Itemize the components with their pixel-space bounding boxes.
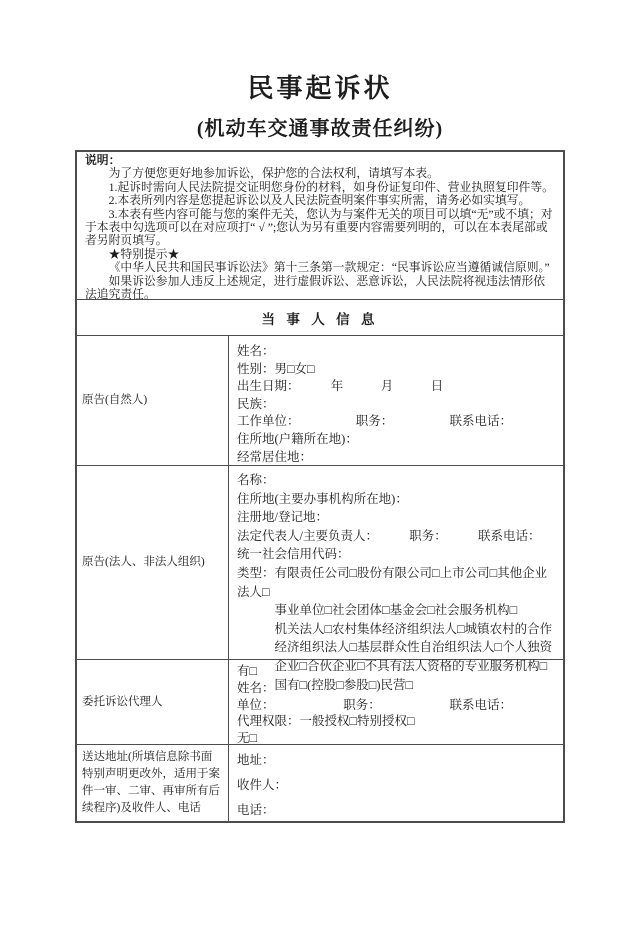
field-org-type-checkboxes: 事业单位□社会团体□基金会□社会服务机构□ — [274, 603, 518, 618]
complaint-form-table — [75, 150, 565, 823]
field-registered-address: 注册地/登记地： — [237, 510, 328, 525]
field-agent-employer-title-phone: 单位： 职务： 联系电话： — [237, 697, 513, 712]
field-org-name: 名称： — [237, 473, 275, 487]
field-phone: 电话： — [237, 803, 275, 817]
field-domicile: 住所地(户籍所在地)： — [237, 431, 358, 446]
row-label-plaintiff-legal-person: 原告(法人、非法人组织) — [77, 466, 229, 659]
field-habitual-residence: 经常居住地： — [237, 449, 313, 464]
special-notice-heading: ★特别提示★ — [108, 246, 180, 261]
field-recipient: 收件人： — [237, 778, 288, 792]
field-birthdate: 出生日期： 年 月 日 — [237, 379, 444, 394]
instructions-paragraph: 1.起诉时需向人民法院提交证明您身份的材料，如身份证复印件、营业执照复印件等。 — [108, 179, 554, 194]
row-litigation-agent — [77, 659, 563, 744]
document-subtitle: (机动车交通事故责任纠纷) — [196, 118, 444, 140]
field-gender-checkboxes: 性别：男□女□ — [237, 361, 315, 376]
row-content-service-address — [229, 745, 563, 821]
field-agent-no-checkbox: 无□ — [237, 731, 258, 746]
row-label-plaintiff-natural-person: 原告(自然人) — [77, 336, 229, 465]
field-credit-code: 统一社会信用代码： — [237, 547, 350, 562]
field-name: 姓名： — [237, 344, 275, 358]
instructions-paragraph: 如果诉讼参加人违反上述规定，进行虚假诉讼、恶意诉讼，人民法院将视违法情形依法追究责任。 — [85, 273, 546, 302]
instructions-paragraph: 为了方便您更好地参加诉讼，保护您的合法权利，请填写本表。 — [108, 166, 439, 181]
instructions-paragraph: 2.本表所列内容是您提起诉讼以及人民法院查明案件事实所需，请务必如实填写。 — [108, 193, 531, 208]
field-org-type-checkboxes: 机关法人□农村集体经济组织法人□城镇农村的合作经济组织法人□基层群众性自治组织法人□个人独资企业□合伙企业□不具有法人资格的专业服务机构□ 国有□(控股□参股□)民营□ — [274, 621, 553, 692]
field-agent-yes-checkbox: 有□ — [237, 664, 258, 678]
row-plaintiff-natural-person — [77, 335, 563, 465]
field-ethnicity: 民族： — [237, 396, 275, 411]
field-agent-authority-checkboxes: 代理权限：一般授权□特别授权□ — [237, 714, 415, 729]
row-content-plaintiff-natural-person — [229, 336, 563, 465]
instructions-heading: 说明： — [85, 153, 121, 167]
instructions-paragraph: 《中华人民共和国民事诉讼法》第十三条第一款规定：“民事诉讼应当遵循诚信原则。” — [108, 260, 550, 275]
row-label-service-address: 送达地址(所填信息除书面特别声明更改外，适用于案件一审、二审、再审所有后续程序)及收件人、电话 — [77, 745, 229, 821]
row-service-address — [77, 744, 563, 821]
instructions-section — [77, 152, 563, 302]
row-content-litigation-agent — [229, 660, 563, 744]
field-legal-representative: 法定代表人/主要负责人： 职务： 联系电话： — [237, 528, 541, 543]
row-label-litigation-agent: 委托诉讼代理人 — [77, 660, 229, 744]
party-info-section-header — [77, 299, 563, 335]
field-org-type-checkboxes: 类型：有限责任公司□股份有限公司□上市公司□其他企业法人□ — [237, 565, 548, 599]
party-info-header-text: 当 事 人 信 息 — [261, 311, 379, 327]
document-title: 民事起诉状 — [247, 74, 393, 103]
field-agent-name: 姓名： — [237, 680, 275, 695]
field-org-domicile: 住所地(主要办事机构所在地)： — [237, 491, 408, 506]
field-employer-title-phone: 工作单位： 职务： 联系电话： — [237, 414, 513, 429]
field-address: 地址： — [237, 753, 275, 767]
instructions-paragraph: 3.本表有些内容可能与您的案件无关，您认为与案件无关的项目可以填“无”或不填；对于本表中勾选项可以在对应项打“ √ ”;您认为另有重要内容需要列明的，可以在本表尾部或者另附页填写。 — [85, 206, 553, 248]
